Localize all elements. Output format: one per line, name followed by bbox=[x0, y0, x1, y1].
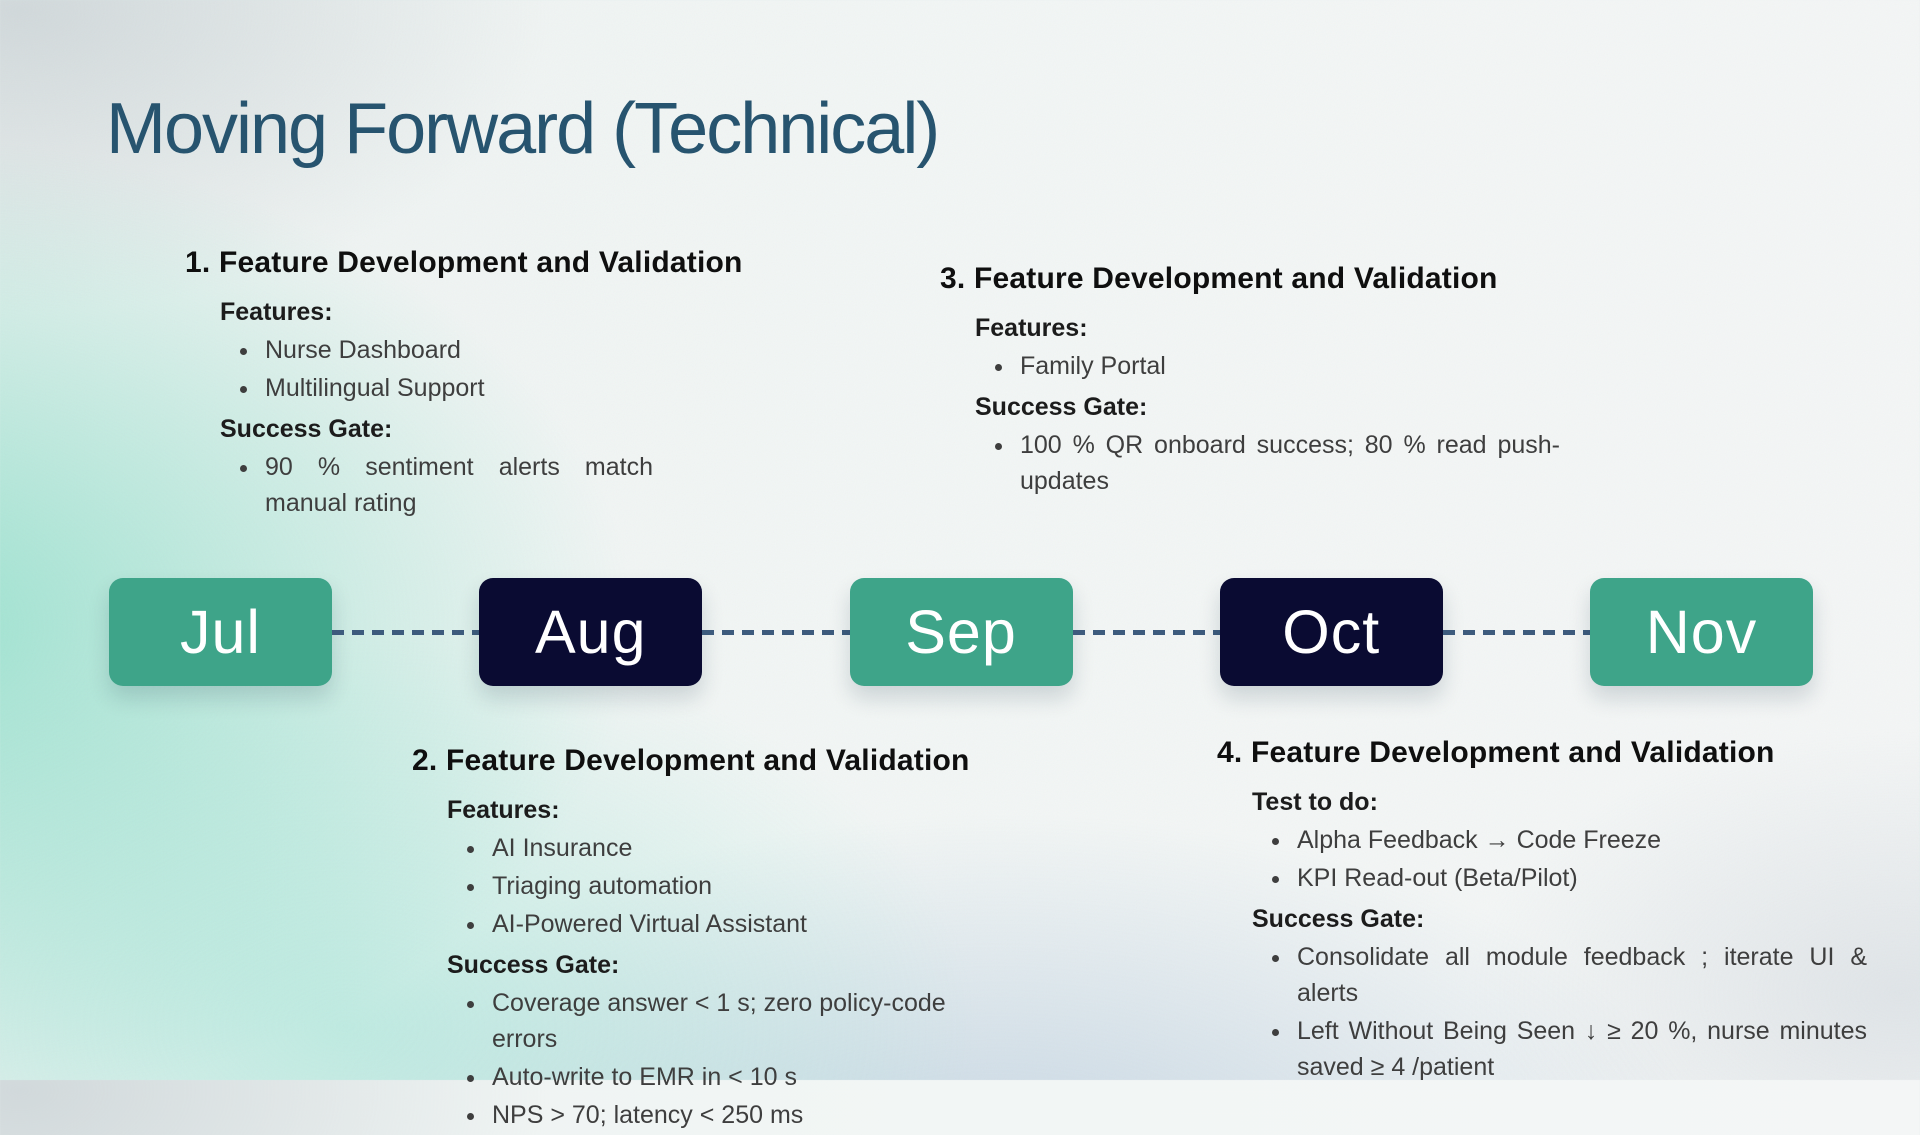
month-label: Aug bbox=[534, 598, 647, 666]
test-to-do-list bbox=[1217, 822, 1867, 896]
milestone-section-3 bbox=[940, 262, 1560, 501]
month-label: Jul bbox=[180, 598, 261, 666]
list-item: • Family Portal bbox=[1016, 348, 1560, 384]
timeline-month-aug bbox=[479, 578, 702, 686]
success-gate-list bbox=[940, 427, 1560, 499]
list-item: • 90 % sentiment alerts match manual rating bbox=[261, 449, 653, 521]
timeline-connector bbox=[1443, 630, 1590, 635]
timeline-connector bbox=[1073, 630, 1220, 635]
features-label: Features: bbox=[220, 298, 333, 326]
success-gate-list bbox=[1217, 939, 1867, 1085]
list-item: • Alpha Feedback → Code Freeze bbox=[1293, 822, 1867, 858]
features-list bbox=[185, 332, 653, 406]
success-gate-list bbox=[412, 985, 1012, 1133]
test-to-do-label: Test to do: bbox=[1252, 788, 1378, 816]
section-1-heading bbox=[185, 246, 743, 280]
milestone-section-2 bbox=[412, 744, 1012, 1135]
section-1-number: 1. bbox=[185, 246, 211, 279]
interlocked-hearts-logo-icon bbox=[1822, 28, 1902, 108]
list-item: • 100 % QR onboard success; 80 % read push-updates bbox=[1016, 427, 1560, 499]
milestone-section-4 bbox=[1217, 736, 1867, 1087]
timeline bbox=[109, 578, 1813, 686]
list-item: • NPS > 70; latency < 250 ms bbox=[488, 1097, 1012, 1133]
list-item: • Triaging automation bbox=[488, 868, 1012, 904]
section-4-number: 4. bbox=[1217, 736, 1243, 769]
timeline-connector bbox=[702, 630, 849, 635]
success-gate-label: Success Gate: bbox=[1252, 905, 1425, 933]
month-label: Oct bbox=[1282, 598, 1381, 666]
list-item: • AI Insurance bbox=[488, 830, 1012, 866]
list-item: • KPI Read-out (Beta/Pilot) bbox=[1293, 860, 1867, 896]
timeline-month-nov bbox=[1590, 578, 1813, 686]
success-gate-label: Success Gate: bbox=[447, 951, 620, 979]
features-list bbox=[940, 348, 1560, 384]
section-2-number: 2. bbox=[412, 744, 438, 777]
timeline-connector bbox=[332, 630, 479, 635]
list-item: • Left Without Being Seen ↓ ≥ 20 %, nurse minutes saved ≥ 4 /patient bbox=[1293, 1013, 1867, 1085]
timeline-month-jul bbox=[109, 578, 332, 686]
list-item: • Consolidate all module feedback ; iterate UI & alerts bbox=[1293, 939, 1867, 1011]
features-label: Features: bbox=[975, 314, 1088, 342]
month-label: Sep bbox=[905, 598, 1017, 666]
timeline-month-oct bbox=[1220, 578, 1443, 686]
success-gate-list bbox=[185, 449, 653, 521]
section-3-number: 3. bbox=[940, 262, 966, 295]
list-item: • Nurse Dashboard bbox=[261, 332, 653, 368]
section-3-heading bbox=[940, 262, 1560, 296]
list-item: • Multilingual Support bbox=[261, 370, 653, 406]
features-list bbox=[412, 830, 1012, 942]
milestone-section-1 bbox=[185, 246, 743, 523]
page-title: Moving Forward (Technical) bbox=[106, 89, 939, 169]
section-2-title: Feature Development and Validation bbox=[445, 744, 970, 777]
list-item: • AI-Powered Virtual Assistant bbox=[488, 906, 1012, 942]
month-label: Nov bbox=[1645, 598, 1758, 666]
list-item: • Coverage answer < 1 s; zero policy-code errors bbox=[488, 985, 1012, 1057]
features-label: Features: bbox=[447, 796, 560, 824]
list-item: • Auto-write to EMR in < 10 s bbox=[488, 1059, 1012, 1095]
section-2-heading bbox=[412, 744, 1012, 778]
timeline-month-sep bbox=[850, 578, 1073, 686]
success-gate-label: Success Gate: bbox=[975, 393, 1148, 421]
section-1-title: Feature Development and Validation bbox=[218, 246, 743, 279]
section-4-title: Feature Development and Validation bbox=[1250, 736, 1775, 769]
section-3-title: Feature Development and Validation bbox=[973, 262, 1498, 295]
success-gate-label: Success Gate: bbox=[220, 415, 393, 443]
section-4-heading bbox=[1217, 736, 1867, 770]
